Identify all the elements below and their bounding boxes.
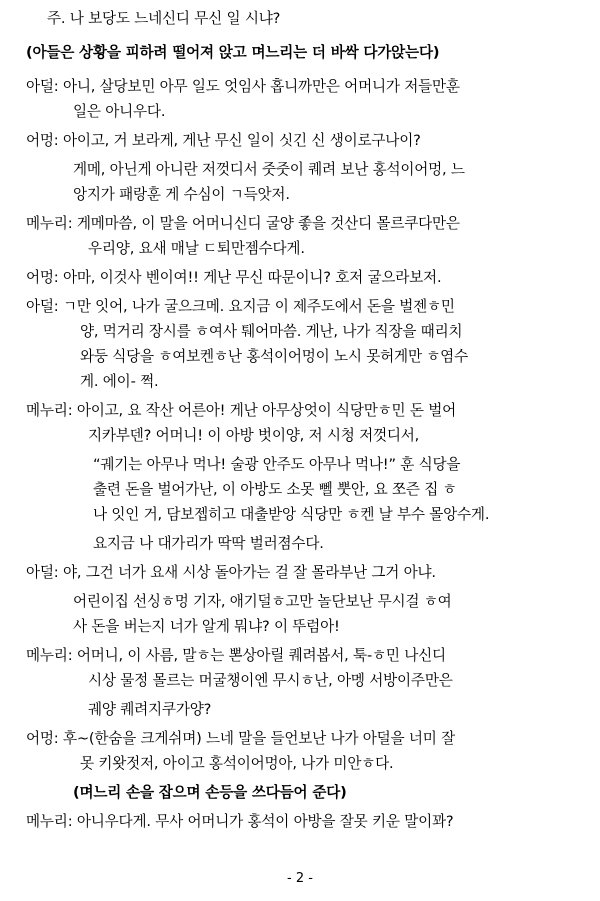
stage-direction: (아들은 상황을 피하려 떨어져 앉고 며느리는 더 바싹 다가앉는다): [26, 44, 440, 61]
dialogue-line: 지카부덴? 어머니! 이 아방 벗이양, 저 시청 저껏디서,: [88, 427, 420, 444]
dialogue-line: 어멍: 아이고, 거 보라게, 게난 무신 일이 싯긴 신 생이로구나이?: [26, 132, 421, 149]
dialogue-line: 어멍: 아마, 이것사 벤이여!! 게난 무신 따문이니? 호저 굴으라보저.: [26, 269, 442, 286]
dialogue-line: 나 잇인 거, 담보젭히고 대출받앙 식당만 ㅎ켄 날 부수 몰앙수게.: [93, 506, 490, 523]
dialogue-line: 게. 에이- 쩍.: [80, 373, 159, 390]
page-number: - 2 -: [287, 871, 313, 886]
dialogue-line: 궤양 퀘려지쿠가양?: [88, 701, 212, 718]
dialogue-line: 아덜: 아니, 살당보민 아무 일도 엇임사 홉니까만은 어머니가 저들만훈: [26, 78, 460, 95]
dialogue-line: 양, 먹거리 장시를 ㅎ여사 퉤어마씀. 게난, 나가 직장을 때리치: [80, 323, 463, 340]
dialogue-line: 주. 나 보당도 느네신디 무신 일 시냐?: [47, 10, 281, 27]
dialogue-line: 출련 돈을 벌어가난, 이 아방도 소못 뻴 뿟안, 요 쪼즌 집 ㅎ: [93, 481, 457, 498]
dialogue-line: 사 돈을 버는지 너가 알게 뭐냐? 이 뚜럼아!: [73, 618, 340, 635]
dialogue-line: 시상 물정 몰르는 머굴챙이엔 무시ㅎ난, 아멩 서방이주만은: [88, 672, 453, 689]
dialogue-line: 어멍: 후~(한숨을 크게쉬며) 느네 말을 들언보난 나가 아덜을 너미 잘: [26, 730, 456, 747]
dialogue-line: “궤기는 아무나 먹나! 술광 안주도 아무나 먹나!” 훈 식당을: [93, 456, 461, 473]
dialogue-line: 우리양, 요새 매날 ㄷ퇴만젬수다게.: [88, 240, 305, 257]
stage-direction: (며느리 손을 잡으며 손등을 쓰다듬어 준다): [73, 784, 347, 801]
dialogue-line: 아덜: 야, 그건 너가 요새 시상 돌아가는 걸 잘 몰라부난 그거 아냐.: [26, 564, 436, 581]
dialogue-line: 어린이집 선싱ㅎ멍 기자, 애기덜ㅎ고만 놀단보난 무시걸 ㅎ여: [73, 593, 452, 610]
dialogue-line: 앙지가 패랑훈 게 수심이 ㄱ득앗저.: [73, 186, 290, 203]
dialogue-line: 메누리: 아니우다게. 무사 어머니가 홍석이 아방을 잘못 키운 말이꽈?: [26, 813, 454, 830]
dialogue-line: 메누리: 어머니, 이 사름, 말ㅎ는 뽄상아릴 퀘려봅서, 툭-ㅎ민 나신디: [26, 647, 446, 664]
dialogue-line: 와둥 식당을 ㅎ여보켄ㅎ난 홍석이어멍이 노시 못허게만 ㅎ염수: [80, 348, 468, 365]
dialogue-line: 요지금 나 대가리가 딱딱 벌러졈수다.: [93, 535, 324, 552]
dialogue-line: 못 키왓젓저, 아이고 홍석이어멍아, 나가 미안ㅎ다.: [80, 755, 394, 772]
dialogue-line: 메누리: 게메마씀, 이 말을 어머니신디 굴양 좋을 것산디 몰르쿠다만은: [26, 215, 460, 232]
dialogue-line: 게메, 아닌게 아니란 저껏디서 줏줏이 퀘려 보난 홍석이어멍, 느: [73, 161, 465, 178]
dialogue-line: 아덜: ㄱ만 잇어, 나가 굴으크메. 요지금 이 제주도에서 돈을 벌젠ㅎ민: [26, 298, 455, 315]
dialogue-line: 메누리: 아이고, 요 작산 어른아! 게난 아무상엇이 식당만ㅎ민 돈 벌어: [26, 402, 456, 419]
dialogue-line: 일은 아니우다.: [73, 103, 166, 120]
